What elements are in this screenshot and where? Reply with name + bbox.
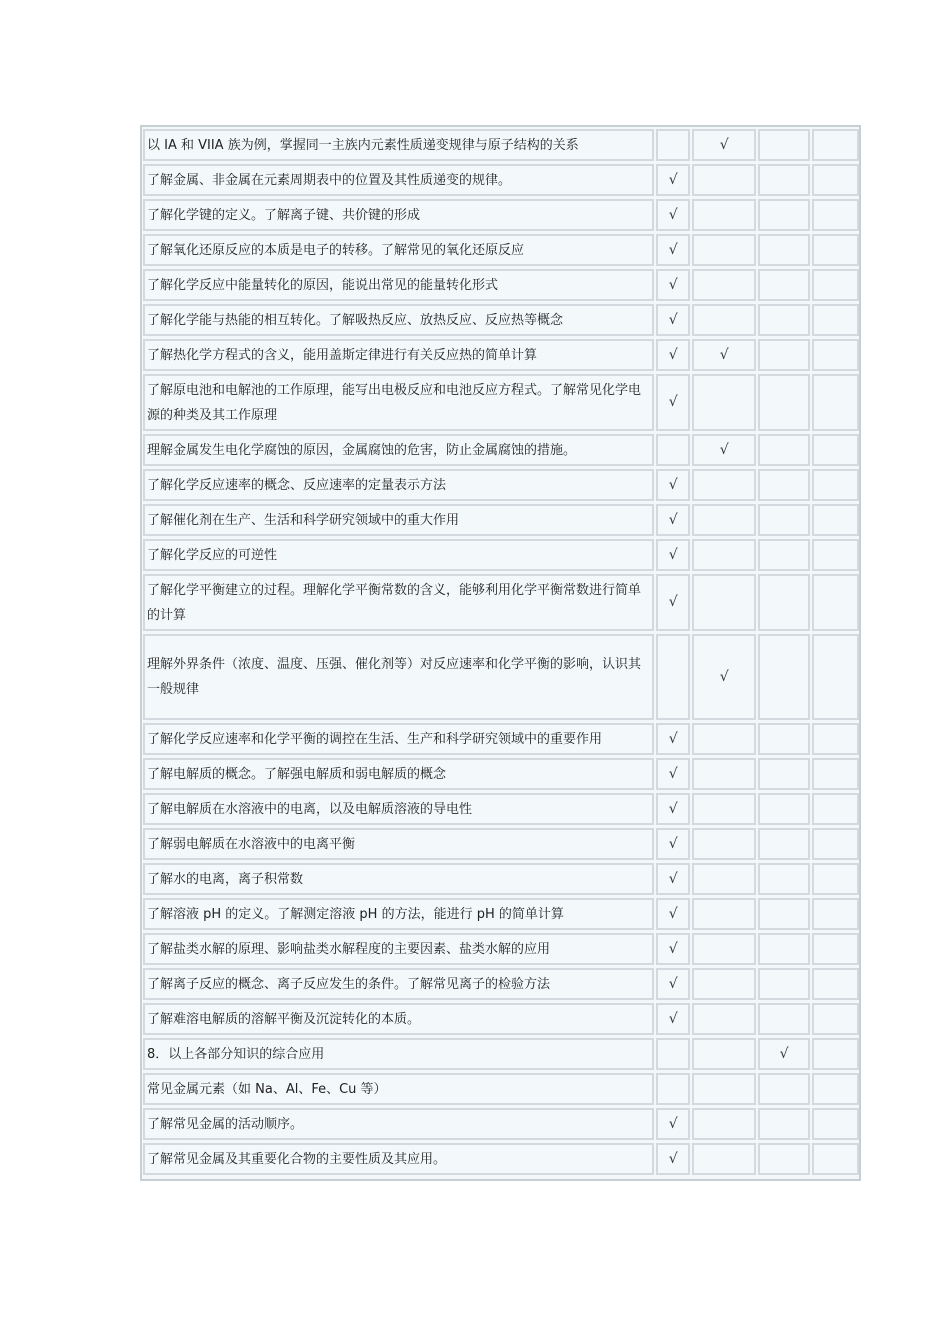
level-cell-2	[692, 469, 756, 501]
level-cell-1	[656, 723, 690, 755]
level-cell-2	[692, 374, 756, 431]
check-mark: √	[719, 668, 729, 685]
check-mark: √	[668, 765, 678, 782]
table-row	[142, 433, 859, 468]
table-row	[142, 573, 859, 633]
level-cell-4	[812, 828, 859, 860]
level-cell-2	[692, 539, 756, 571]
level-cell-1	[656, 304, 690, 336]
requirement-text-cell: 了解离子反应的概念、离子反应发生的条件。了解常见离子的检验方法	[143, 968, 654, 1000]
check-mark: √	[668, 835, 678, 852]
level-cell-3	[758, 634, 810, 720]
level-cell-4	[812, 634, 859, 720]
level-cell-2	[692, 933, 756, 965]
level-cell-4	[812, 1143, 859, 1175]
table-row	[142, 1037, 859, 1072]
level-cell-3	[758, 1038, 810, 1070]
level-cell-2	[692, 1108, 756, 1140]
requirements-table	[140, 125, 861, 1181]
table-row	[142, 303, 859, 338]
level-cell-1	[656, 968, 690, 1000]
table-row	[142, 1072, 859, 1107]
level-cell-4	[812, 933, 859, 965]
check-mark: √	[668, 594, 678, 610]
level-cell-2	[692, 504, 756, 536]
table-row	[142, 932, 859, 967]
table-row	[142, 827, 859, 862]
level-cell-3	[758, 1108, 810, 1140]
level-cell-4	[812, 968, 859, 1000]
requirement-text-cell: 了解化学反应速率和化学平衡的调控在生活、生产和科学研究领域中的重要作用	[143, 723, 654, 755]
level-cell-2	[692, 269, 756, 301]
level-cell-3	[758, 374, 810, 431]
check-mark: √	[668, 276, 678, 293]
requirement-text-cell: 了解氧化还原反应的本质是电子的转移。了解常见的氧化还原反应	[143, 234, 654, 266]
level-cell-2	[692, 574, 756, 631]
level-cell-1	[656, 269, 690, 301]
check-mark: √	[668, 1150, 678, 1167]
level-cell-1	[656, 504, 690, 536]
level-cell-4	[812, 304, 859, 336]
check-mark: √	[668, 206, 678, 223]
check-mark: √	[668, 1010, 678, 1027]
level-cell-2	[692, 434, 756, 466]
check-mark: √	[719, 346, 729, 363]
level-cell-2	[692, 828, 756, 860]
check-mark: √	[668, 311, 678, 328]
level-cell-2	[692, 164, 756, 196]
level-cell-3	[758, 933, 810, 965]
level-cell-4	[812, 199, 859, 231]
level-cell-2	[692, 1038, 756, 1070]
level-cell-2	[692, 199, 756, 231]
requirement-text-cell: 了解电解质在水溶液中的电离，以及电解质溶液的导电性	[143, 793, 654, 825]
level-cell-3	[758, 793, 810, 825]
level-cell-3	[758, 758, 810, 790]
table-row	[142, 757, 859, 792]
level-cell-2	[692, 723, 756, 755]
table-row	[142, 163, 859, 198]
level-cell-1	[656, 199, 690, 231]
level-cell-2	[692, 234, 756, 266]
level-cell-3	[758, 1073, 810, 1105]
level-cell-2	[692, 304, 756, 336]
level-cell-4	[812, 269, 859, 301]
level-cell-2	[692, 1073, 756, 1105]
requirement-text-cell: 了解弱电解质在水溶液中的电离平衡	[143, 828, 654, 860]
table-row	[142, 1107, 859, 1142]
level-cell-2	[692, 1003, 756, 1035]
level-cell-3	[758, 269, 810, 301]
level-cell-4	[812, 234, 859, 266]
table-body	[142, 128, 859, 1177]
check-mark: √	[668, 730, 678, 747]
level-cell-1	[656, 1108, 690, 1140]
table-row	[142, 198, 859, 233]
level-cell-4	[812, 758, 859, 790]
check-mark: √	[779, 1045, 789, 1062]
level-cell-4	[812, 374, 859, 431]
level-cell-3	[758, 199, 810, 231]
level-cell-1	[656, 1143, 690, 1175]
level-cell-2	[692, 898, 756, 930]
level-cell-1	[656, 374, 690, 431]
level-cell-1	[656, 898, 690, 930]
level-cell-4	[812, 1003, 859, 1035]
requirement-text-cell: 理解外界条件（浓度、温度、压强、催化剂等）对反应速率和化学平衡的影响，认识其一般规律	[143, 634, 654, 720]
level-cell-1	[656, 339, 690, 371]
level-cell-1	[656, 793, 690, 825]
level-cell-4	[812, 469, 859, 501]
table-row	[142, 128, 859, 163]
level-cell-4	[812, 723, 859, 755]
table-row	[142, 792, 859, 827]
requirement-text-cell: 了解化学反应速率的概念、反应速率的定量表示方法	[143, 469, 654, 501]
level-cell-1	[656, 758, 690, 790]
table-row	[142, 468, 859, 503]
level-cell-2	[692, 758, 756, 790]
table-row	[142, 268, 859, 303]
check-mark: √	[668, 905, 678, 922]
level-cell-1	[656, 539, 690, 571]
level-cell-4	[812, 898, 859, 930]
level-cell-1	[656, 469, 690, 501]
requirement-text-cell: 了解电解质的概念。了解强电解质和弱电解质的概念	[143, 758, 654, 790]
check-mark: √	[719, 136, 729, 153]
requirement-text-cell: 了解化学反应中能量转化的原因，能说出常见的能量转化形式	[143, 269, 654, 301]
requirement-text-cell: 以 IA 和 VIIA 族为例，掌握同一主族内元素性质递变规律与原子结构的关系	[143, 129, 654, 161]
requirement-text-cell: 了解化学平衡建立的过程。理解化学平衡常数的含义，能够利用化学平衡常数进行简单的计算	[143, 574, 654, 631]
requirement-text-cell: 理解金属发生电化学腐蚀的原因，金属腐蚀的危害，防止金属腐蚀的措施。	[143, 434, 654, 466]
requirement-text-cell: 了解常见金属的活动顺序。	[143, 1108, 654, 1140]
level-cell-3	[758, 574, 810, 631]
requirement-text-cell: 了解盐类水解的原理、影响盐类水解程度的主要因素、盐类水解的应用	[143, 933, 654, 965]
table-row	[142, 503, 859, 538]
check-mark: √	[668, 394, 678, 410]
level-cell-3	[758, 863, 810, 895]
level-cell-1	[656, 164, 690, 196]
requirement-text-cell: 了解金属、非金属在元素周期表中的位置及其性质递变的规律。	[143, 164, 654, 196]
level-cell-4	[812, 504, 859, 536]
level-cell-4	[812, 1108, 859, 1140]
level-cell-2	[692, 634, 756, 720]
table-row	[142, 1002, 859, 1037]
check-mark: √	[668, 870, 678, 887]
check-mark: √	[668, 800, 678, 817]
requirement-text-cell: 了解催化剂在生产、生活和科学研究领域中的重大作用	[143, 504, 654, 536]
check-mark: √	[668, 346, 678, 363]
table-row	[142, 538, 859, 573]
requirement-text-cell: 8．以上各部分知识的综合应用	[143, 1038, 654, 1070]
table-row	[142, 633, 859, 722]
level-cell-4	[812, 539, 859, 571]
level-cell-1	[656, 933, 690, 965]
level-cell-4	[812, 129, 859, 161]
level-cell-1	[656, 574, 690, 631]
check-mark: √	[668, 241, 678, 258]
level-cell-4	[812, 574, 859, 631]
table-row	[142, 338, 859, 373]
table-row	[142, 233, 859, 268]
level-cell-1	[656, 863, 690, 895]
level-cell-2	[692, 129, 756, 161]
requirement-text-cell: 了解溶液 pH 的定义。了解测定溶液 pH 的方法，能进行 pH 的简单计算	[143, 898, 654, 930]
table-row	[142, 373, 859, 433]
level-cell-4	[812, 863, 859, 895]
level-cell-3	[758, 234, 810, 266]
level-cell-4	[812, 434, 859, 466]
level-cell-4	[812, 1073, 859, 1105]
level-cell-2	[692, 863, 756, 895]
level-cell-1	[656, 634, 690, 720]
check-mark: √	[668, 1115, 678, 1132]
requirement-text-cell: 了解常见金属及其重要化合物的主要性质及其应用。	[143, 1143, 654, 1175]
check-mark: √	[668, 940, 678, 957]
table-row	[142, 967, 859, 1002]
level-cell-1	[656, 129, 690, 161]
level-cell-3	[758, 504, 810, 536]
check-mark: √	[668, 975, 678, 992]
level-cell-3	[758, 304, 810, 336]
level-cell-1	[656, 1003, 690, 1035]
level-cell-2	[692, 339, 756, 371]
level-cell-1	[656, 1038, 690, 1070]
level-cell-3	[758, 339, 810, 371]
level-cell-3	[758, 539, 810, 571]
level-cell-3	[758, 1143, 810, 1175]
level-cell-3	[758, 164, 810, 196]
level-cell-3	[758, 898, 810, 930]
level-cell-3	[758, 1003, 810, 1035]
level-cell-2	[692, 793, 756, 825]
requirement-text-cell: 了解化学反应的可逆性	[143, 539, 654, 571]
table-row	[142, 897, 859, 932]
table-row	[142, 1142, 859, 1177]
level-cell-3	[758, 129, 810, 161]
requirement-text-cell: 了解化学键的定义。了解离子键、共价键的形成	[143, 199, 654, 231]
requirement-text-cell: 了解热化学方程式的含义，能用盖斯定律进行有关反应热的简单计算	[143, 339, 654, 371]
level-cell-3	[758, 723, 810, 755]
level-cell-1	[656, 234, 690, 266]
requirement-text-cell: 了解原电池和电解池的工作原理，能写出电极反应和电池反应方程式。了解常见化学电源的种类及其工作原理	[143, 374, 654, 431]
level-cell-3	[758, 434, 810, 466]
check-mark: √	[668, 476, 678, 493]
level-cell-4	[812, 164, 859, 196]
level-cell-2	[692, 1143, 756, 1175]
level-cell-3	[758, 968, 810, 1000]
level-cell-3	[758, 469, 810, 501]
level-cell-1	[656, 434, 690, 466]
check-mark: √	[668, 546, 678, 563]
level-cell-1	[656, 828, 690, 860]
level-cell-2	[692, 968, 756, 1000]
requirement-text-cell: 了解难溶电解质的溶解平衡及沉淀转化的本质。	[143, 1003, 654, 1035]
table-row	[142, 722, 859, 757]
check-mark: √	[668, 511, 678, 528]
level-cell-4	[812, 1038, 859, 1070]
level-cell-3	[758, 828, 810, 860]
check-mark: √	[668, 171, 678, 188]
level-cell-4	[812, 339, 859, 371]
check-mark: √	[719, 441, 729, 458]
requirement-text-cell: 了解水的电离，离子积常数	[143, 863, 654, 895]
table-row	[142, 862, 859, 897]
requirement-text-cell: 常见金属元素（如 Na、Al、Fe、Cu 等）	[143, 1073, 654, 1105]
requirement-text-cell: 了解化学能与热能的相互转化。了解吸热反应、放热反应、反应热等概念	[143, 304, 654, 336]
level-cell-1	[656, 1073, 690, 1105]
level-cell-4	[812, 793, 859, 825]
